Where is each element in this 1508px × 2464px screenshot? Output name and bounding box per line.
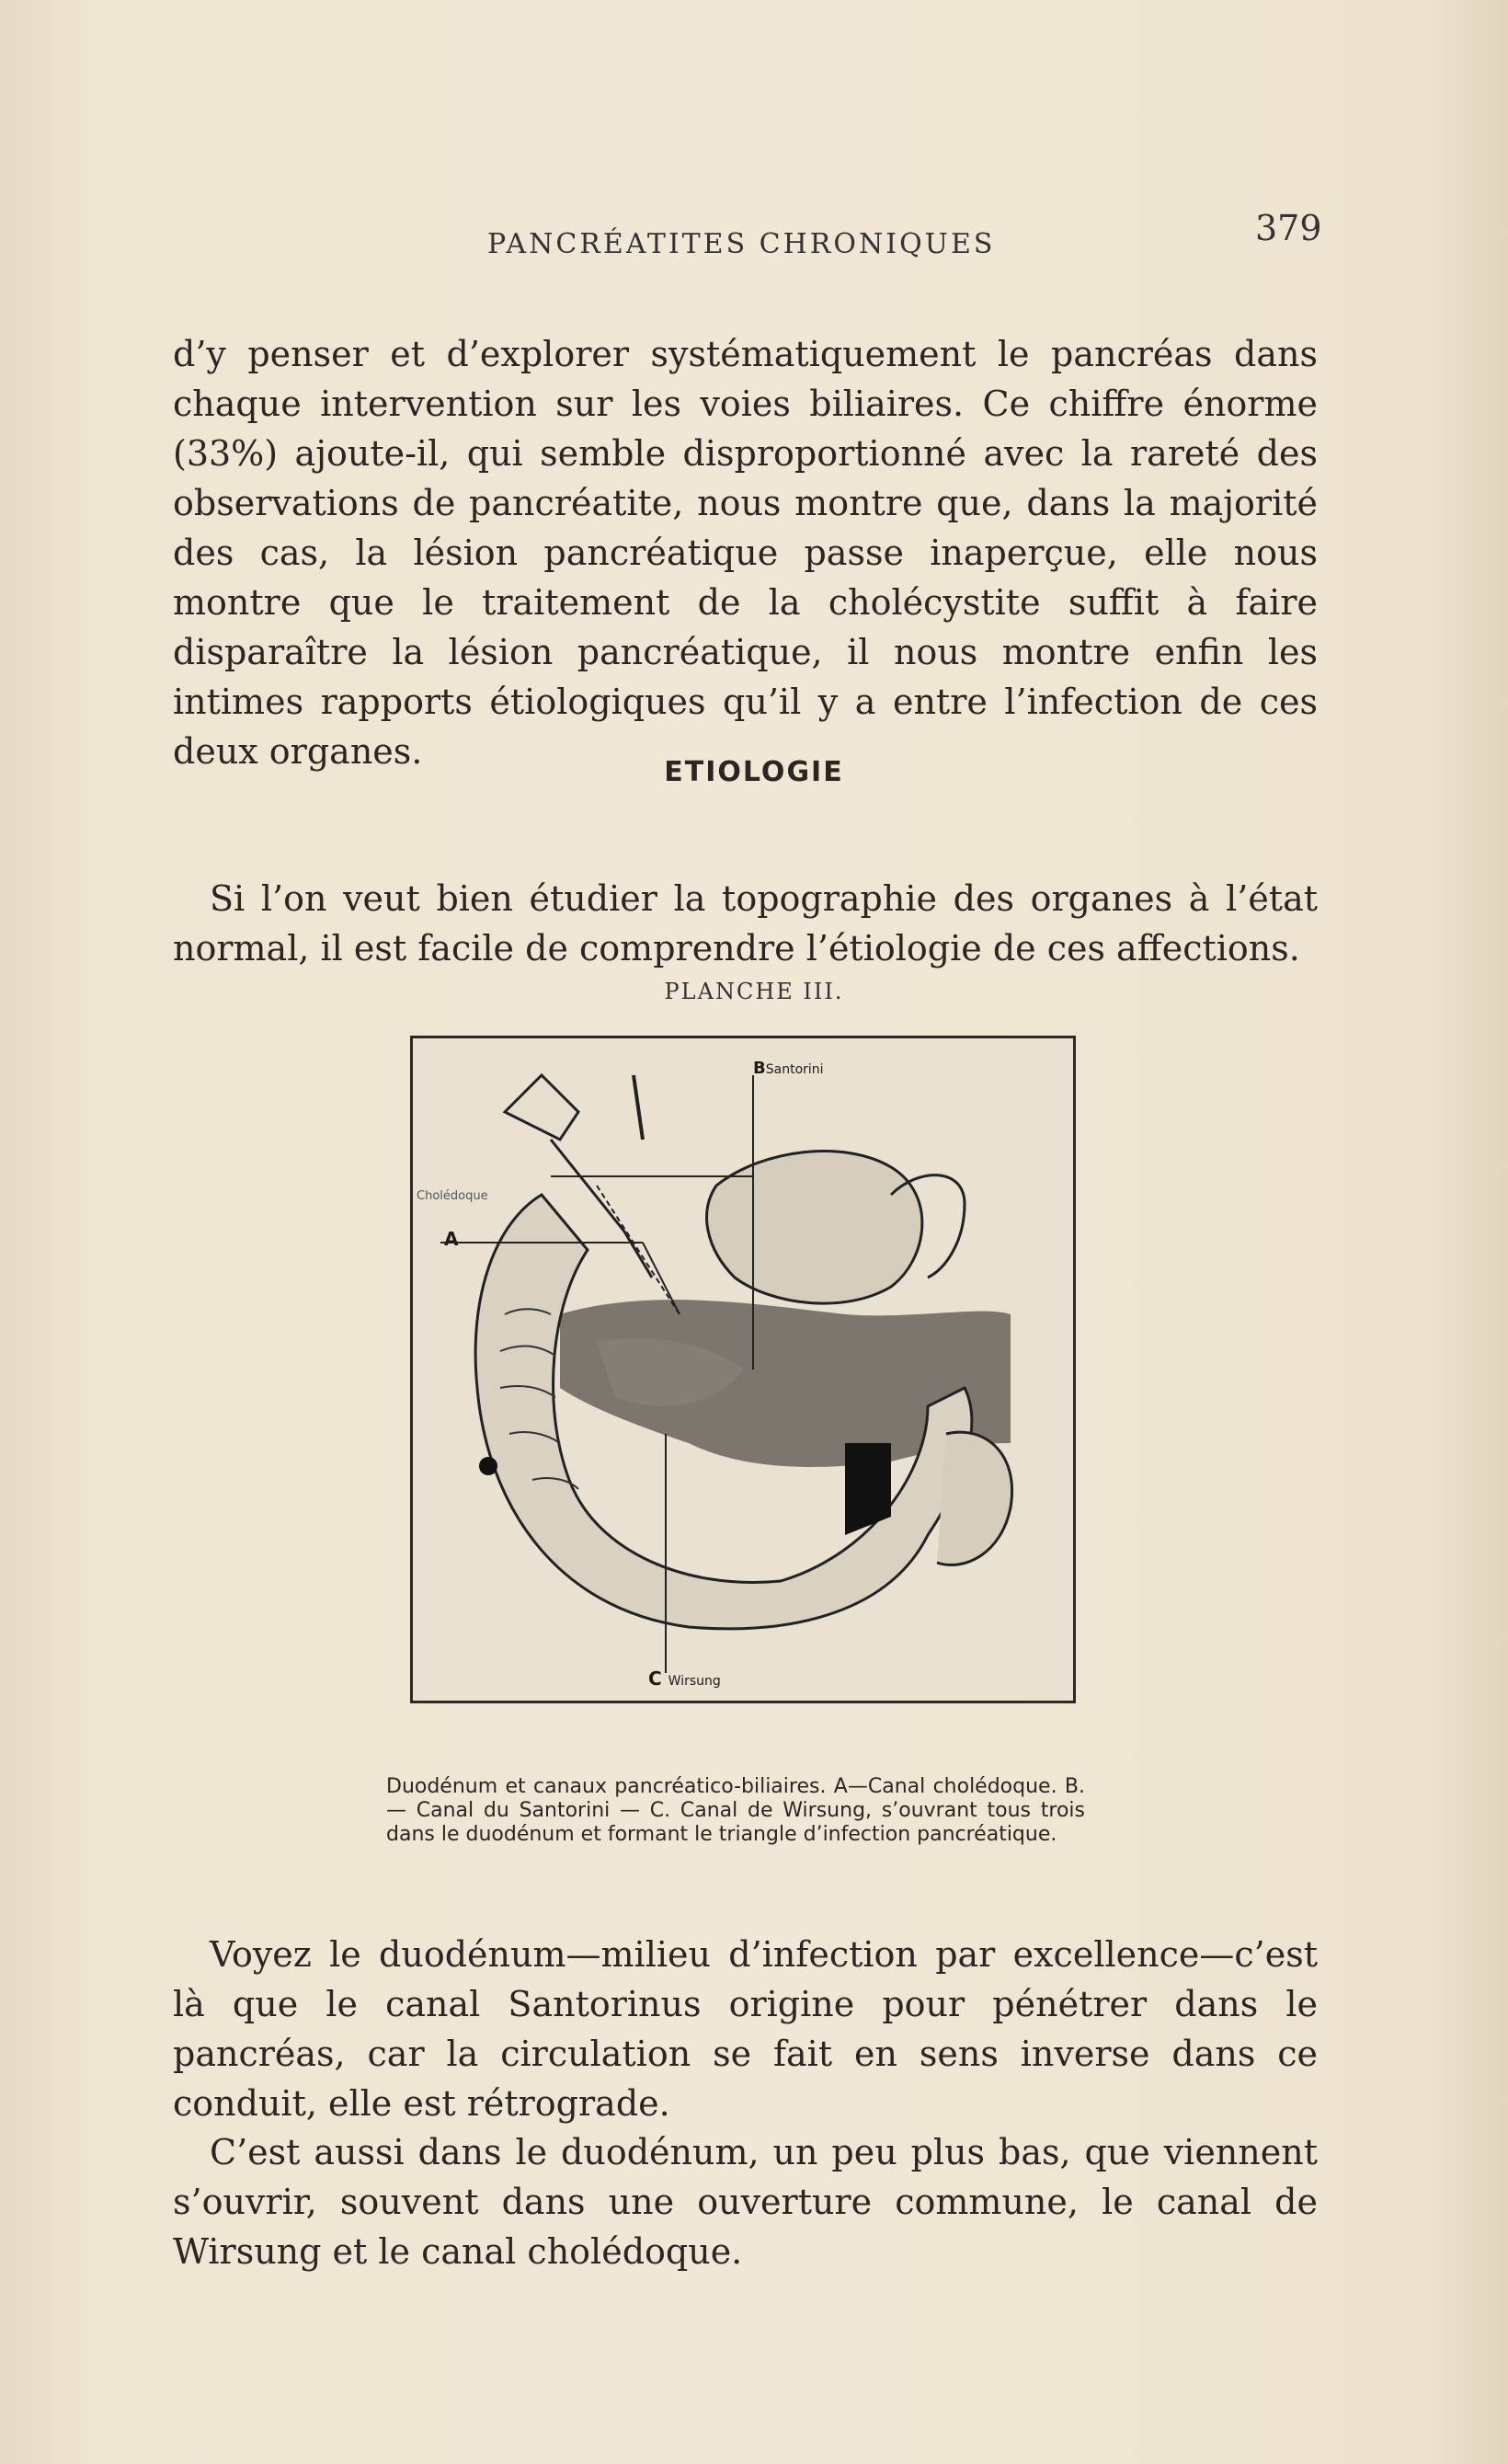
page-number: 379	[1255, 208, 1322, 248]
paragraph-wirsung: C’est aussi dans le duodénum, un peu plus bas, que viennent s’ouvrir, souvent dans une ouverture commune, le canal de Wirsung et le canal cholédoque.	[173, 2132, 1318, 2272]
paragraph-intro: d’y penser et d’explorer systématiquement le pancréas dans chaque intervention sur les voies biliaires. Ce chiffre énorme (33%) ajoute-il, qui semble disproportionné avec la rareté des observations de pancréatite, nous montre que, dans la majorité des cas, la lésion pancréatique passe inaperçue, elle nous montre que le traitement de la cholécystite suffit à faire disparaître la lésion pancréatique, il nous montre enfin les intimes rapports étiologiques qu’il y a entre l’infection de ces deux organes.	[173, 334, 1318, 772]
label-b: BSantorini	[753, 1059, 824, 1078]
label-a-name: Cholédoque	[417, 1189, 488, 1203]
section-heading: ETIOLOGIE	[664, 756, 844, 788]
running-title: PANCRÉATITES CHRONIQUES	[487, 228, 996, 260]
label-a: A	[444, 1228, 459, 1250]
label-c: C Wirsung	[648, 1667, 721, 1690]
paragraph-etiology: Si l’on veut bien étudier la topographie des organes à l’état normal, il est facile de comprendre l’étiologie de ces affections.	[173, 878, 1318, 968]
plate-label: PLANCHE III.	[664, 979, 844, 1004]
figure-caption: Duodénum et canaux pancréatico-biliaires. A—Canal cholédoque. B. — Canal du Santorini — C. Canal de Wirsung, s’ouvrant tous trois dans le duodénum et formant le triangle d’infection pancréatique.	[386, 1775, 1085, 1846]
anatomical-illustration	[410, 1036, 1076, 1703]
duodenum-pancreas-drawing	[413, 1038, 1073, 1701]
paragraph-duodenum: Voyez le duodénum—milieu d’infection par excellence—c’est là que le canal Santorinus origine pour pénétrer dans le pancréas, car la circulation se fait en sens inverse dans ce conduit, elle est rétrograde.	[173, 1934, 1318, 2124]
